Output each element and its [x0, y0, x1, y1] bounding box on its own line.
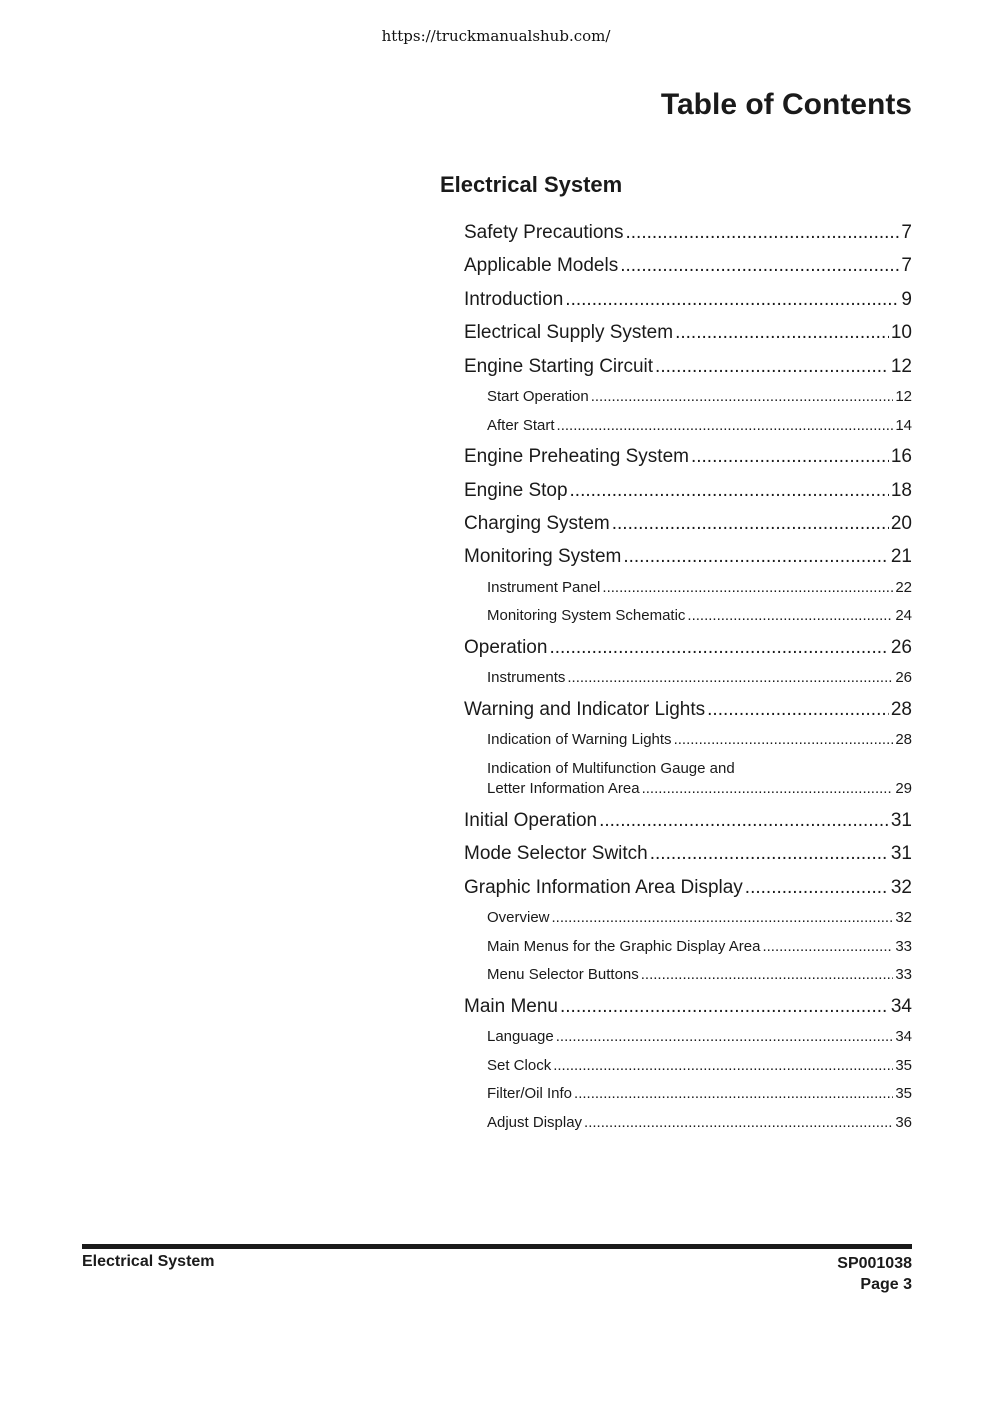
toc-leader-dots: [556, 1023, 894, 1052]
footer-page-number: Page 3: [860, 1276, 912, 1293]
toc-page-number: 28: [895, 731, 912, 749]
toc-entry-label: Operation: [464, 636, 548, 658]
toc-page-number: 31: [890, 809, 912, 831]
toc-leader-dots: [707, 693, 889, 726]
toc-entry[interactable]: [464, 990, 912, 1023]
toc-entry-label: Main Menus for the Graphic Display Area: [487, 937, 761, 955]
footer-doc-info: [837, 1253, 912, 1295]
toc-entry[interactable]: [487, 383, 912, 412]
toc-entry-label: Main Menu: [464, 995, 558, 1017]
toc-entry-label: Instruments: [487, 669, 566, 687]
toc-entry-label: Indication of Warning Lights: [487, 731, 672, 749]
toc-page-number: 16: [890, 446, 912, 468]
toc-entry[interactable]: [464, 440, 912, 473]
toc-entry[interactable]: [487, 933, 912, 962]
toc-leader-dots: [691, 440, 889, 473]
toc-page-number: 32: [895, 909, 912, 927]
toc-entry-label: Charging System: [464, 512, 610, 534]
toc-entry[interactable]: [464, 837, 912, 870]
toc-entry[interactable]: [464, 216, 912, 249]
toc-page-number: 28: [890, 698, 912, 720]
toc-leader-dots: [552, 904, 894, 933]
toc-leader-dots: [655, 350, 889, 383]
toc-entry-label: Set Clock: [487, 1056, 552, 1074]
toc-leader-dots: [574, 1080, 893, 1109]
toc-page-number: 33: [895, 937, 912, 955]
toc-leader-dots: [612, 507, 889, 540]
footer-section-name: Electrical System: [82, 1253, 215, 1270]
toc-leader-dots: [591, 383, 894, 412]
toc-page-number: 12: [890, 355, 912, 377]
toc-leader-dots: [675, 316, 889, 349]
toc-entry[interactable]: [464, 474, 912, 507]
toc-leader-dots: [584, 1109, 893, 1138]
toc-entry-label: Indication of Multifunction Gauge and: [487, 759, 735, 777]
toc-entry-label: Monitoring System Schematic: [487, 607, 686, 625]
toc-leader-dots: [620, 249, 899, 282]
toc-list: [464, 216, 912, 1138]
toc-entry[interactable]: [487, 904, 912, 933]
toc-page-number: 24: [895, 607, 912, 625]
toc-leader-dots: [565, 283, 899, 316]
toc-page-number: 34: [895, 1028, 912, 1046]
toc-entry-label: Introduction: [464, 288, 564, 310]
toc-entry[interactable]: [464, 249, 912, 282]
toc-page-number: 36: [895, 1113, 912, 1131]
toc-entry[interactable]: [464, 350, 912, 383]
toc-entry[interactable]: [464, 693, 912, 726]
toc-leader-dots: [625, 216, 899, 249]
toc-entry-label: Electrical Supply System: [464, 322, 674, 344]
toc-entry[interactable]: [487, 412, 912, 441]
toc-entry[interactable]: [487, 961, 912, 990]
toc-page-number: 7: [901, 255, 912, 277]
toc-page-number: 9: [901, 288, 912, 310]
toc-entry[interactable]: [464, 631, 912, 664]
toc-page-number: 20: [890, 512, 912, 534]
footer-divider: [82, 1244, 912, 1249]
toc-leader-dots: [599, 804, 889, 837]
toc-leader-dots: [567, 664, 893, 693]
toc-entry-label-continued: Letter Information Area: [487, 779, 640, 797]
toc-page-number: 14: [895, 416, 912, 434]
toc-entry-label: Engine Preheating System: [464, 446, 689, 468]
toc-page-number: 18: [890, 479, 912, 501]
toc-leader-dots: [642, 779, 894, 799]
toc-entry[interactable]: [487, 664, 912, 693]
toc-entry[interactable]: [487, 1023, 912, 1052]
toc-page-number: 31: [890, 843, 912, 865]
toc-leader-dots: [745, 871, 889, 904]
toc-entry-label: Adjust Display: [487, 1113, 583, 1131]
toc-entry-label: Initial Operation: [464, 809, 598, 831]
toc-entry[interactable]: [464, 540, 912, 573]
toc-page-number: 26: [890, 636, 912, 658]
toc-page-number: 35: [895, 1056, 912, 1074]
toc-page-number: 21: [890, 546, 912, 568]
toc-leader-dots: [602, 574, 893, 603]
toc-leader-dots: [762, 933, 893, 962]
toc-entry-label: Engine Starting Circuit: [464, 355, 654, 377]
toc-entry[interactable]: [487, 1109, 912, 1138]
toc-entry-label: Instrument Panel: [487, 578, 601, 596]
toc-leader-dots: [623, 540, 889, 573]
toc-leader-dots: [570, 474, 889, 507]
toc-leader-dots: [549, 631, 888, 664]
toc-entry-label: Monitoring System: [464, 546, 622, 568]
toc-leader-dots: [641, 961, 894, 990]
toc-leader-dots: [560, 990, 889, 1023]
toc-page-number: 32: [890, 876, 912, 898]
toc-entry-label: Applicable Models: [464, 255, 619, 277]
toc-page-number: 22: [895, 578, 912, 596]
toc-entry[interactable]: [487, 1052, 912, 1081]
toc-page-number: 7: [901, 222, 912, 243]
toc-entry-label: Start Operation: [487, 387, 589, 405]
toc-entry[interactable]: [487, 602, 912, 631]
toc-entry[interactable]: [487, 726, 912, 755]
toc-leader-dots: [557, 412, 894, 441]
toc-entry-label: Safety Precautions: [464, 222, 624, 243]
toc-entry-label: After Start: [487, 416, 555, 434]
toc-entry-label: Graphic Information Area Display: [464, 876, 743, 898]
footer-doc-number: SP001038: [837, 1255, 912, 1272]
toc-entry[interactable]: [464, 804, 912, 837]
toc-page-number: 35: [895, 1085, 912, 1103]
toc-entry-label: Engine Stop: [464, 479, 568, 501]
toc-entry[interactable]: [487, 755, 912, 804]
toc-entry[interactable]: [464, 316, 912, 349]
header-url: https://truckmanualshub.com/: [381, 27, 611, 45]
page-title: Table of Contents: [660, 88, 912, 121]
toc-leader-dots: [553, 1052, 893, 1081]
section-title: Electrical System: [440, 172, 623, 197]
toc-page-number: 33: [895, 966, 912, 984]
toc-entry-label: Menu Selector Buttons: [487, 966, 639, 984]
toc-leader-dots: [650, 837, 889, 870]
toc-entry[interactable]: [487, 1080, 912, 1109]
toc-entry-label: Warning and Indicator Lights: [464, 698, 706, 720]
toc-entry-label: Mode Selector Switch: [464, 843, 648, 865]
toc-leader-dots: [674, 726, 894, 755]
toc-entry[interactable]: [464, 507, 912, 540]
toc-page-number: 34: [890, 995, 912, 1017]
toc-page-number: 10: [890, 322, 912, 344]
toc-page-number: 12: [895, 387, 912, 405]
toc-leader-dots: [687, 602, 893, 631]
toc-entry[interactable]: [464, 871, 912, 904]
toc-entry[interactable]: [464, 283, 912, 316]
toc-entry-label: Overview: [487, 909, 550, 927]
toc-entry[interactable]: [487, 574, 912, 603]
toc-page-number: 26: [895, 669, 912, 687]
toc-entry-label: Language: [487, 1028, 554, 1046]
toc-entry-label: Filter/Oil Info: [487, 1085, 573, 1103]
toc-page-number: 29: [895, 779, 912, 797]
